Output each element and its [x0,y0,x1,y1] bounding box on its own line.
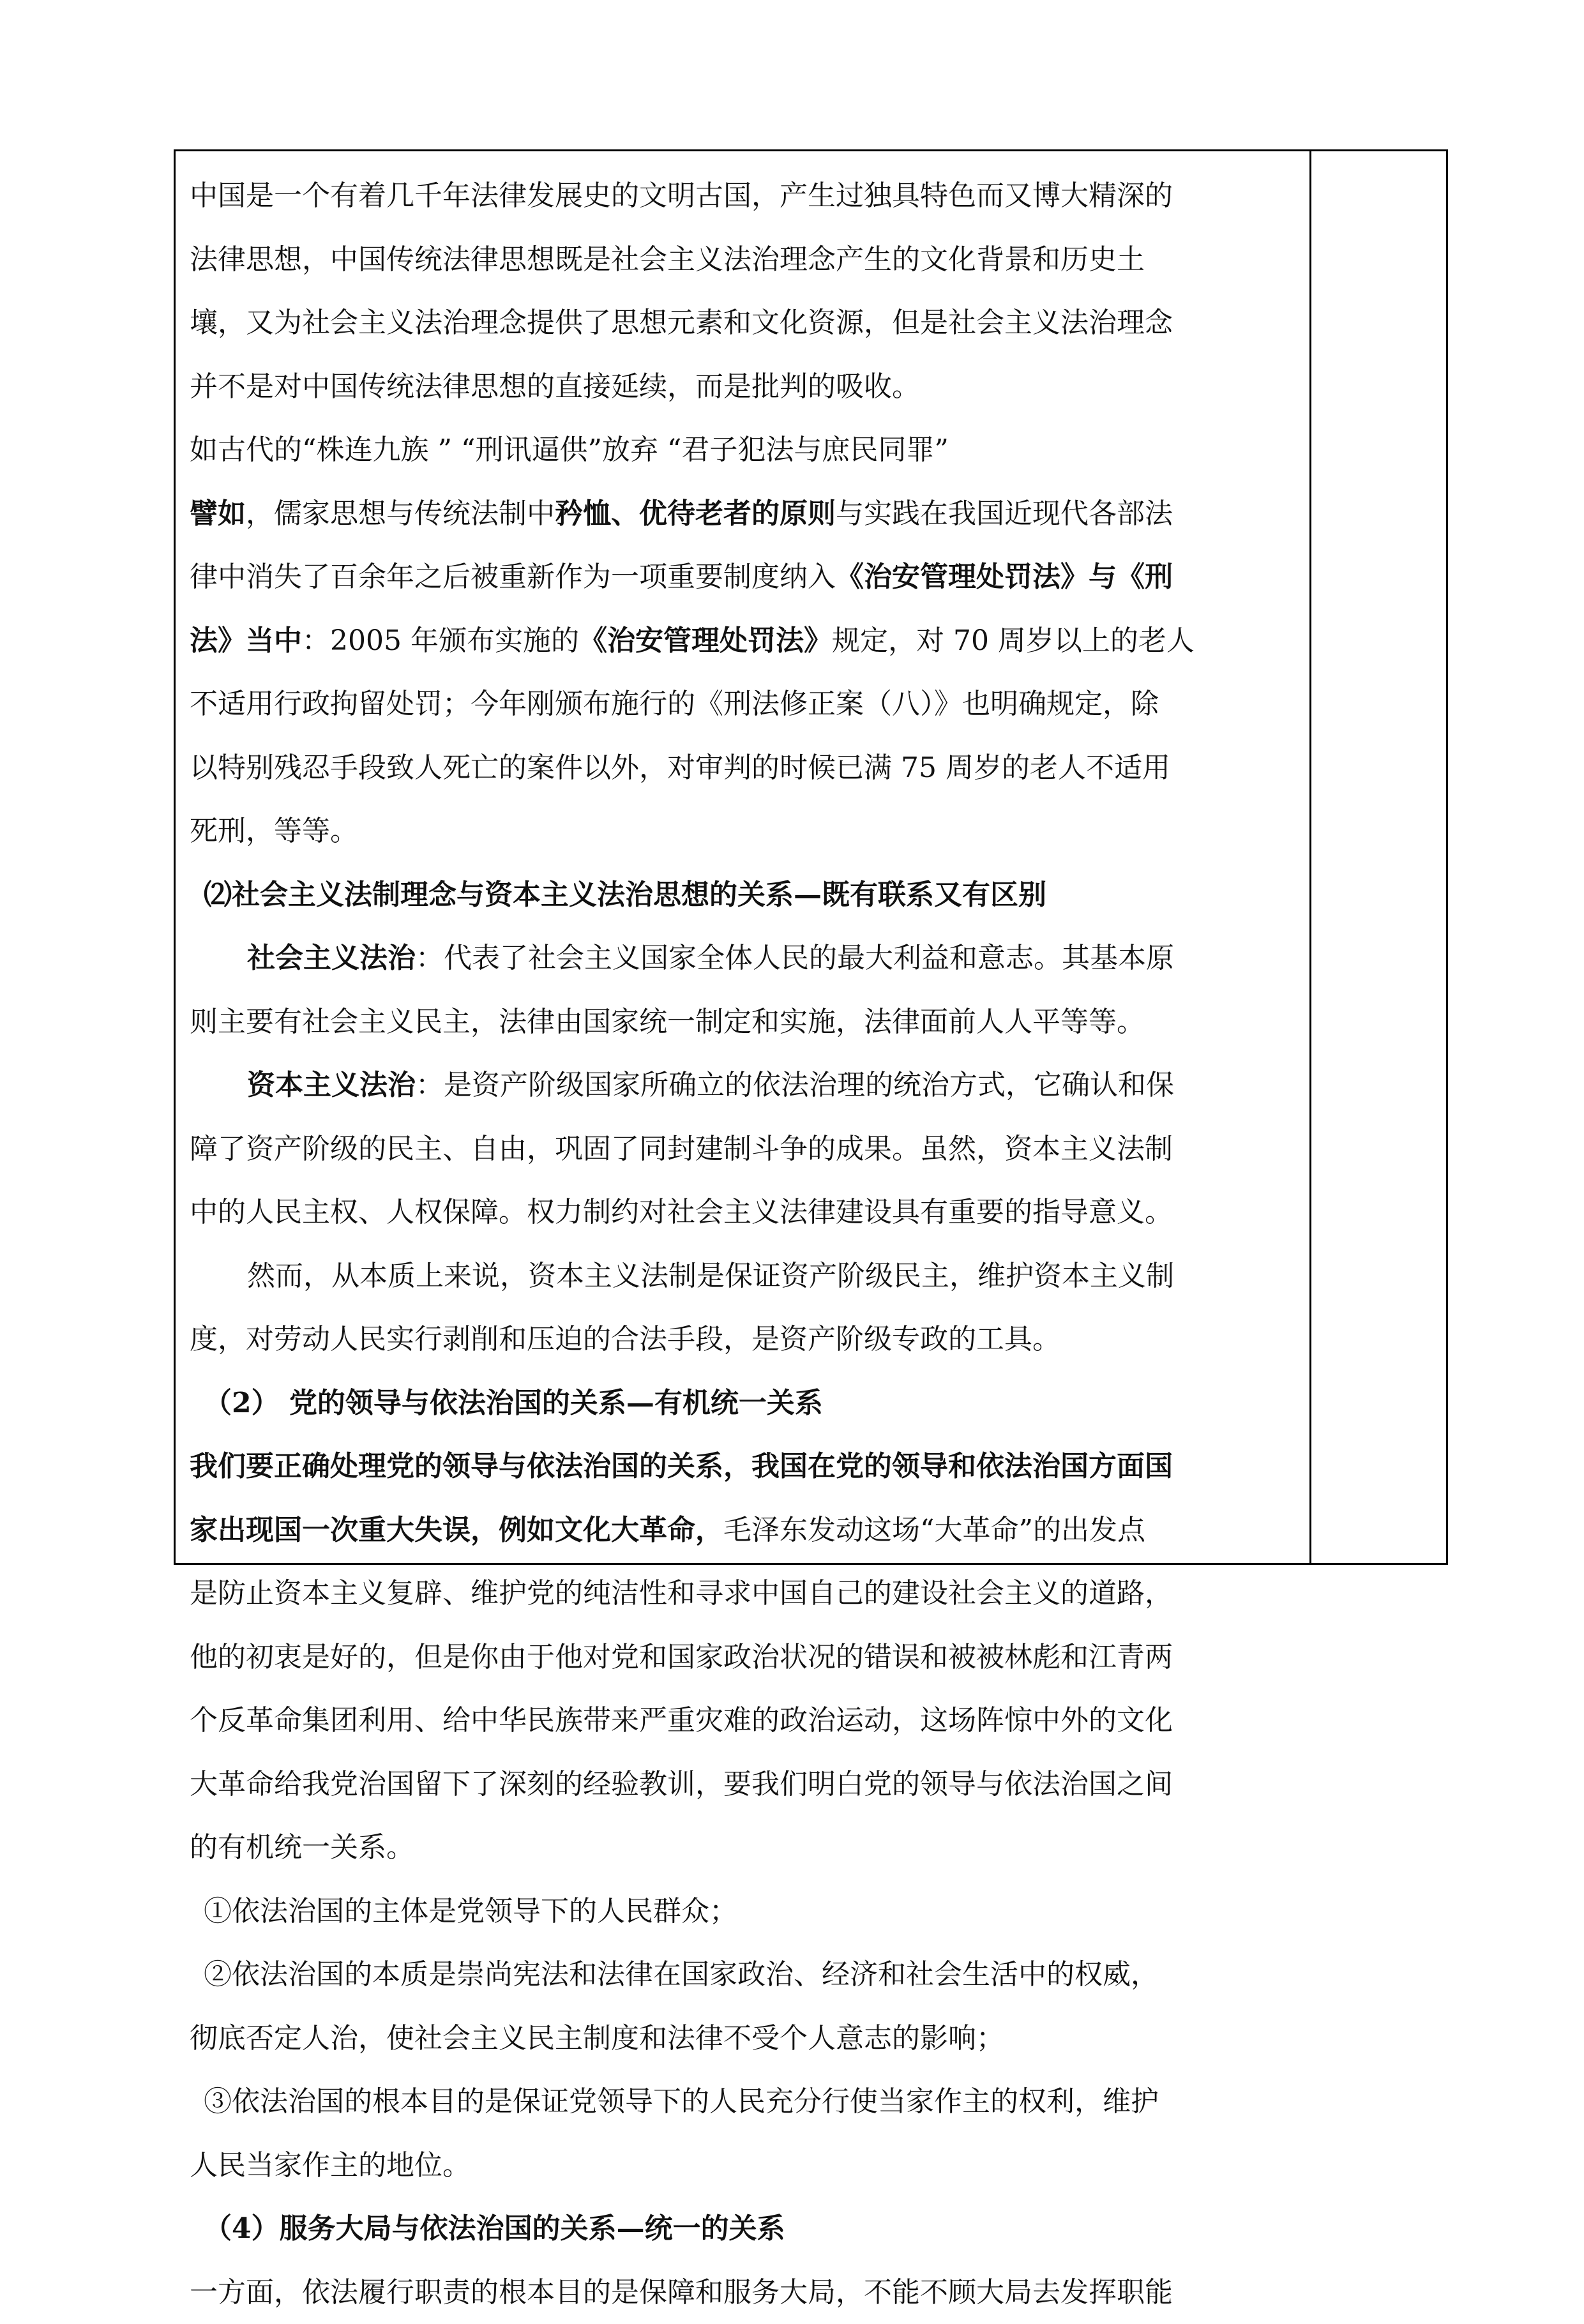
bold-label: 资本主义法治 [247,1069,416,1101]
text-span: ：代表了社会主义国家全体人民的最大利益和意志。其基本原 [416,942,1174,974]
elderly-paragraph-line: 以特别残忍手段致人死亡的案件以外，对审判的时候已满 75 周岁的老人不适用 [190,736,1307,800]
elderly-paragraph-line: 死刑，等等。 [190,799,1307,863]
socialist-paragraph-line: 则主要有社会主义民主，法律由国家统一制定和实施，法律面前人人平等等。 [190,990,1307,1054]
elderly-paragraph-line: 不适用行政拘留处罚；今年刚颁布施行的《刑法修正案（八）》也明确规定，除 [190,672,1307,736]
bold-text: 家出现国一次重大失误，例如文化大革命， [190,1514,723,1546]
party-paragraph-line: 是防止资本主义复辟、维护党的纯洁性和寻求中国自己的建设社会主义的道路， [190,1562,1307,1626]
socialist-paragraph-line [190,926,1307,990]
text-line: 并不是对中国传统法律思想的直接延续，而是批判的吸收。 [190,355,1307,419]
section-heading-party: （2） 党的领导与依法治国的关系—有机统一关系 [190,1371,1307,1435]
essence-paragraph-line: 度，对劳动人民实行剥削和压迫的合法手段，是资产阶级专政的工具。 [190,1308,1307,1371]
text-span: 毛泽东发动这场“大革命”的出发点 [723,1514,1145,1546]
bold-text: 法》当中 [190,624,302,657]
text-line: 法律思想，中国传统法律思想既是社会主义法治理念产生的文化背景和历史土 [190,228,1307,292]
bold-text: 矜恤、优待老者的原则 [555,497,836,530]
section-heading-overall: （4）服务大局与依法治国的关系—统一的关系 [190,2197,1307,2261]
party-paragraph-line: 个反革命集团利用、给中华民族带来严重灾难的政治运动，这场阵惊中外的文化 [190,1689,1307,1753]
text-span: ：是资产阶级国家所确立的依法治理的统治方式，它确认和保 [416,1069,1174,1101]
point-item-2: ②依法治国的本质是崇尚宪法和法律在国家政治、经济和社会生活中的权威， [190,1943,1307,2007]
document-table [174,149,1448,1565]
text-span: ，儒家思想与传统法制中 [246,497,555,530]
bold-text: 譬如 [190,497,246,530]
text-span: ：2005 年颁布实施的 [302,624,579,657]
point-item-3-cont: 人民当家作主的地位。 [190,2134,1307,2198]
text-line: 壤，又为社会主义法治理念提供了思想元素和文化资源，但是社会主义法治理念 [190,291,1307,355]
example-line: 如古代的“株连九族 ” “刑讯逼供”放弃 “君子犯法与庶民同罪” [190,418,1307,482]
text-span: 与实践在我国近现代各部法 [836,497,1173,530]
point-item-1: ①依法治国的主体是党领导下的人民群众； [190,1880,1307,1943]
capitalist-paragraph-line: 中的人民主权、人权保障。权力制约对社会主义法律建设具有重要的指导意义。 [190,1181,1307,1244]
party-paragraph-line: 大革命给我党治国留下了深刻的经验教训，要我们明白党的领导与依法治国之间 [190,1753,1307,1816]
bold-text: 《治安管理处罚法》与《刑 [836,561,1173,593]
capitalist-paragraph-line [190,1053,1307,1117]
bold-text: 《治安管理处罚法》 [579,624,832,657]
party-paragraph-line: 他的初衷是好的，但是你由于他对党和国家政治状况的错误和被被林彪和江青两 [190,1626,1307,1689]
main-content-cell [190,164,1307,2324]
elderly-paragraph-line [190,609,1307,673]
point-item-3: ③依法治国的根本目的是保证党领导下的人民充分行使当家作主的权利，维护 [190,2070,1307,2134]
text-span: 律中消失了百余年之后被重新作为一项重要制度纳入 [190,561,836,593]
overall-paragraph-line: 一方面，依法履行职责的根本目的是保障和服务大局，不能不顾大局去发挥职能 [190,2261,1307,2324]
side-column-cell [1311,151,1446,1563]
essence-paragraph-line: 然而，从本质上来说，资本主义法制是保证资产阶级民主，维护资本主义制 [190,1244,1307,1308]
elderly-paragraph-line [190,482,1307,546]
text-span: 规定，对 70 周岁以上的老人 [832,624,1195,657]
bold-label: 社会主义法治 [247,942,416,974]
party-paragraph-line [190,1498,1307,1562]
text-line: 中国是一个有着几千年法律发展史的文明古国，产生过独具特色而又博大精深的 [190,164,1307,228]
point-item-2-cont: 彻底否定人治，使社会主义民主制度和法律不受个人意志的影响； [190,2007,1307,2071]
party-paragraph-line: 我们要正确处理党的领导与依法治国的关系，我国在党的领导和依法治国方面国 [190,1435,1307,1498]
elderly-paragraph-line [190,545,1307,609]
section-heading-capitalism: ⑵社会主义法制理念与资本主义法治思想的关系—既有联系又有区别 [190,863,1307,927]
capitalist-paragraph-line: 障了资产阶级的民主、自由，巩固了同封建制斗争的成果。虽然，资本主义法制 [190,1117,1307,1181]
party-paragraph-line: 的有机统一关系。 [190,1816,1307,1880]
